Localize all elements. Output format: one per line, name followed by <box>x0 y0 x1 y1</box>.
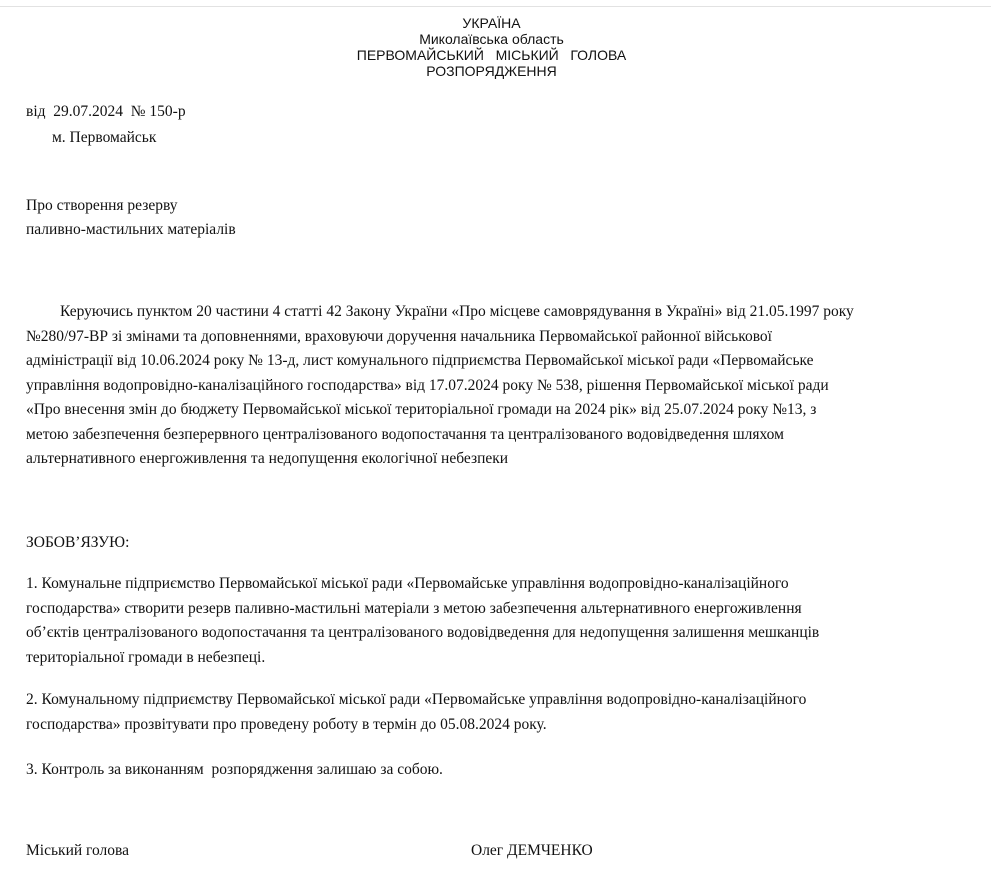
preamble-line: метою забезпечення безперервного централізованого водопостачання та централізованого водовідведення шляхом <box>26 425 784 443</box>
header-doc-type: РОЗПОРЯДЖЕННЯ <box>426 63 557 79</box>
top-divider <box>0 6 991 7</box>
order-item-3 <box>26 758 946 783</box>
preamble-line: №280/97-ВР зі змінами та доповненнями, враховуючи доручення начальника Первомайської районної військової <box>26 327 772 345</box>
header-authority: ПЕРВОМАЙСЬКИЙ МІСЬКИЙ ГОЛОВА <box>356 47 627 63</box>
preamble-line: «Про внесення змін до бюджету Первомайської міської територіальної громади на 2024 рік» від 25.07.2024 року №13, з <box>26 401 817 418</box>
oblige-heading: ЗОБОВ’ЯЗУЮ: <box>26 534 130 551</box>
preamble-line: управління водопровідно-каналізаційного господарства» від 17.07.2024 року № 538, рішення Первомайської міської ради <box>26 376 829 394</box>
item-line: господарства» прозвітувати про проведену роботу в термін до 05.08.2024 року. <box>26 715 547 733</box>
preamble-line: Керуючись пунктом 20 частини 4 статті 42 Закону України «Про місцеве самоврядування в Україні» від 21.05.1997 року <box>60 303 854 320</box>
preamble-line: альтернативного енергоживлення та недопущення екологічної небезпеки <box>26 450 509 467</box>
date-and-number: від 29.07.2024 № 150-р <box>26 103 186 120</box>
item-line: територіальної громади в небезпеці. <box>26 648 266 666</box>
signature-title: Міський голова <box>26 842 130 859</box>
document-subject <box>26 194 236 242</box>
order-item-2 <box>26 688 946 737</box>
order-item-1 <box>26 572 946 670</box>
item-line: 2. Комунальному підприємству Первомайської міської ради «Первомайське управління водопровідно-каналізаційного <box>26 691 807 708</box>
item-line: господарства» створити резерв паливно-мастильні матеріали з метою забезпечення альтернативного енергоживлення <box>26 599 802 617</box>
header-region: Миколаївська область <box>419 31 564 47</box>
item-line: 1. Комунальне підприємство Первомайської міської ради «Первомайське управління водопровідно-каналізаційного <box>26 575 789 592</box>
preamble-line: адміністрації від 10.06.2024 року № 13-д, лист комунального підприємства Первомайської міської ради «Первомайське <box>26 352 814 369</box>
item-line: об’єктів централізованого водопостачання та централізованого водовідведення для недопущення залишення мешканців <box>26 624 820 641</box>
item-line: 3. Контроль за виконанням розпорядження залишаю за собою. <box>26 761 443 778</box>
subject-line: Про створення резерву <box>26 197 178 214</box>
city: м. Первомайськ <box>52 129 157 146</box>
document-header <box>0 15 983 79</box>
header-country: УКРАЇНА <box>462 15 521 31</box>
subject-line: паливно-мастильних матеріалів <box>26 221 236 238</box>
signature-name: Олег ДЕМЧЕНКО <box>471 842 593 859</box>
preamble-paragraph <box>26 300 966 472</box>
